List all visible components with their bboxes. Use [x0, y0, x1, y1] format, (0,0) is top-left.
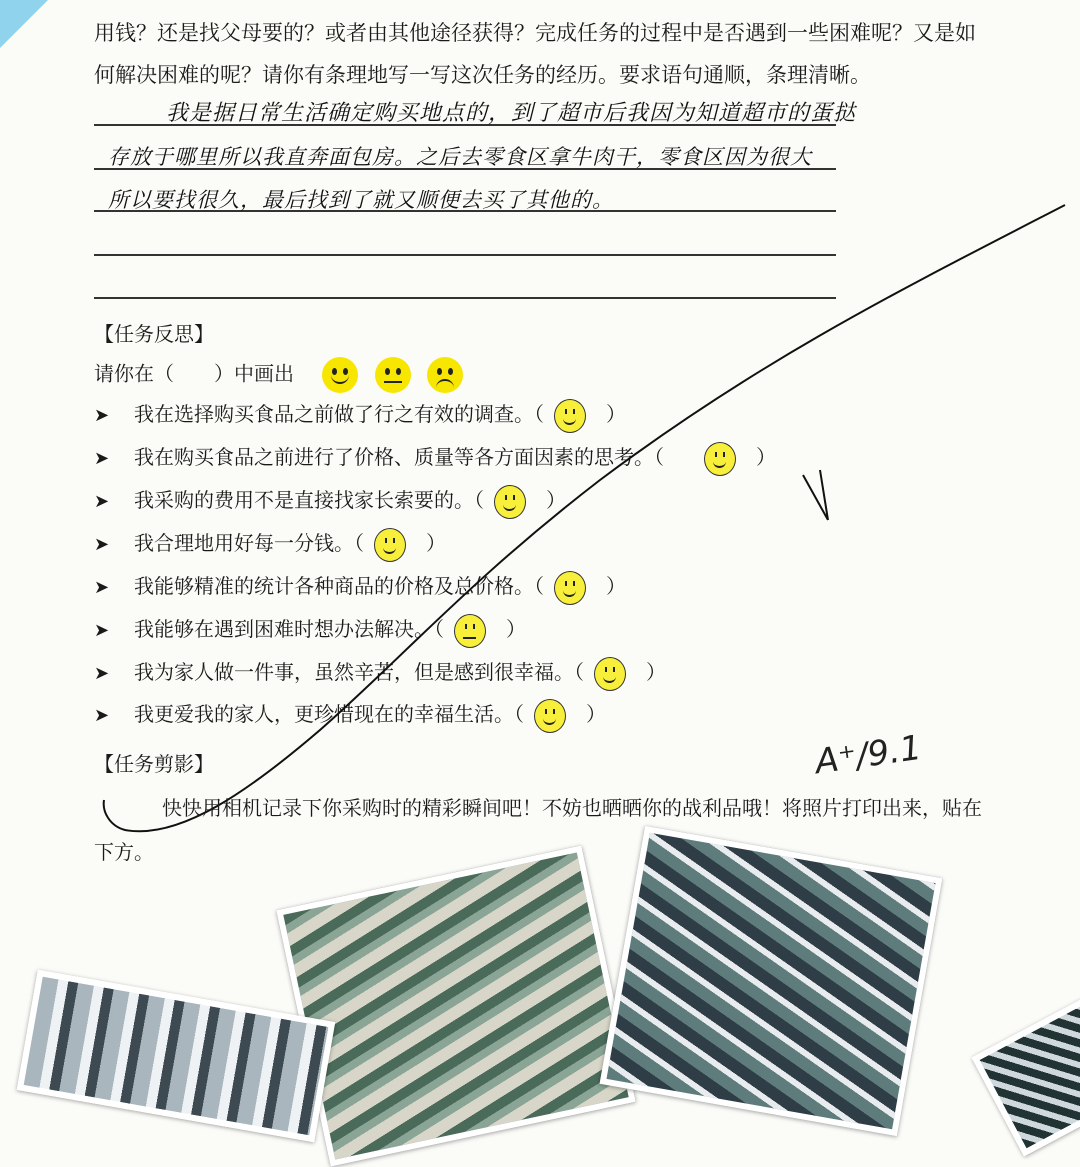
- handwritten-answer-line-3: 所以要找很久，最后找到了就又顺便去买了其他的。: [108, 188, 614, 212]
- photos-section-title: 【任务剪影】: [94, 752, 214, 776]
- shelf-photo: [600, 826, 943, 1136]
- arrow-bullet-icon: ➤: [94, 620, 110, 641]
- reflection-section-title: 【任务反思】: [94, 322, 214, 346]
- photos-instruction: 快快用相机记录下你采购时的精彩瞬间吧！不妨也晒晒你的战利品哦！将照片打印出来，贴在下方。: [94, 796, 982, 864]
- reflection-item-text: 我采购的费用不是直接找家长索要的。（: [134, 488, 484, 512]
- arrow-bullet-icon: ➤: [94, 534, 110, 555]
- close-paren: ）: [506, 617, 526, 641]
- reflection-item-text: 我能够精准的统计各种商品的价格及总价格。（: [134, 574, 544, 598]
- instruction-text: 请你在（ ）中画出: [94, 361, 294, 386]
- arrow-bullet-icon: ➤: [94, 405, 110, 426]
- reflection-item-text: 我为家人做一件事，虽然辛苦，但是感到很幸福。（: [134, 660, 584, 684]
- reflection-item-text: 我在选择购买食品之前做了行之有效的调查。（: [134, 402, 544, 426]
- arrow-bullet-icon: ➤: [94, 577, 110, 598]
- arrow-bullet-icon: ➤: [94, 705, 110, 726]
- arrow-bullet-icon: ➤: [94, 448, 110, 469]
- task-prompt: 用钱？还是找父母要的？或者由其他途径获得？完成任务的过程中是否遇到一些困难呢？又是如何解决困难的呢？请你有条理地写一写这次任务的经历。要求语句通顺，条理清晰。: [94, 21, 976, 87]
- reflection-item-text: 我能够在遇到困难时想办法解决。（: [134, 617, 444, 641]
- grade-mark: A⁺/9.1: [812, 727, 924, 783]
- close-paren: ）: [606, 574, 626, 598]
- reflection-item-text: 我更爱我的家人，更珍惜现在的幸福生活。（: [134, 702, 524, 726]
- handwritten-answer-line-2: 存放于哪里所以我直奔面包房。之后去零食区拿牛肉干，零食区因为很大: [108, 145, 812, 169]
- close-paren: ）: [646, 660, 666, 684]
- close-paren: ）: [546, 488, 566, 512]
- close-paren: ）: [426, 531, 446, 555]
- close-paren: ）: [606, 402, 626, 426]
- close-paren: ）: [756, 445, 776, 469]
- handwritten-answer-line-1: 我是据日常生活确定购买地点的，到了超市后我因为知道超市的蛋挞: [166, 101, 857, 126]
- reflection-item-text: 我在购买食品之前进行了价格、质量等各方面因素的思考。（: [134, 445, 664, 469]
- reflection-item-text: 我合理地用好每一分钱。（: [134, 531, 364, 555]
- arrow-bullet-icon: ➤: [94, 663, 110, 684]
- close-paren: ）: [586, 702, 606, 726]
- arrow-bullet-icon: ➤: [94, 491, 110, 512]
